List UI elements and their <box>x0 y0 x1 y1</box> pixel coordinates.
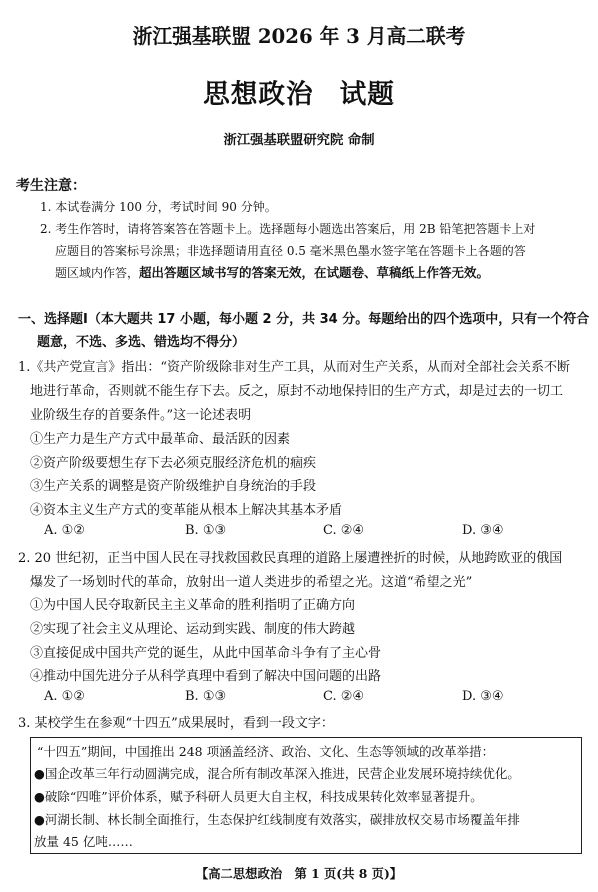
q1-option-2: ②资产阶级要想生存下去必须克服经济危机的痼疾 <box>30 456 317 471</box>
page-footer: 【高二思想政治 第 1 页(共 8 页)】 <box>195 866 403 881</box>
section-1-header-line-1: 一、选择题Ⅰ（本大题共 17 小题，每小题 2 分，共 34 分。每题给出的四个选项中，只有一个符合 <box>18 312 590 327</box>
q2-choice-a: A. ①② <box>44 689 85 704</box>
notice-item-2-line-2: 应题目的答案标号涂黑；非选择题请用直径 0.5 毫米黑色墨水签字笔在答题卡上各题的答 <box>55 244 526 258</box>
exam-title: 浙江强基联盟 2026 年 3 月高二联考 <box>132 24 466 48</box>
q3-box-line-2: ●国企改革三年行动圆满完成，混合所有制改革深入推进，民营企业发展环境持续优化。 <box>34 766 520 781</box>
q2-stem-line-1: 2. 20 世纪初，正当中国人民在寻找救国救民真理的道路上屡遭挫折的时候，从地跨欧亚的俄国 <box>18 551 563 566</box>
q1-option-3: ③生产关系的调整是资产阶级维护自身统治的手段 <box>30 479 317 494</box>
q2-choice-d: D. ③④ <box>462 689 504 704</box>
q1-stem-line-3: 业阶级生存的首要条件。”这一论述表明 <box>30 408 252 423</box>
q3-material-box <box>30 737 582 854</box>
q3-box-line-3: ●破除“四唯”评价体系，赋予科研人员更大自主权，科技成果转化效率显著提升。 <box>34 789 483 804</box>
q2-option-2: ②实现了社会主义从理论、运动到实践、制度的伟大跨越 <box>30 622 356 637</box>
section-1-header-line-2: 题意，不选、多选、错选均不得分） <box>37 335 246 350</box>
q2-option-4: ④推动中国先进分子从科学真理中看到了解决中国问题的出路 <box>30 669 382 684</box>
q1-choice-c: C. ②④ <box>323 523 365 538</box>
notice-item-1: 1. 本试卷满分 100 分，考试时间 90 分钟。 <box>40 200 277 214</box>
q1-choice-a: A. ①② <box>44 523 85 538</box>
q3-stem-line-1: 3. 某校学生在参观“十四五”成果展时，看到一段文字： <box>18 716 334 731</box>
notice-emphasis: 超出答题区域书写的答案无效，在试题卷、草稿纸上作答无效。 <box>139 265 490 280</box>
q2-option-3: ③直接促成中国共产党的诞生，从此中国革命斗争有了主心骨 <box>30 646 382 661</box>
q1-stem-line-1: 1.《共产党宣言》指出：“资产阶级除非对生产工具，从而对生产关系，从而对全部社会关系不断 <box>18 360 571 375</box>
notice-item-2-line-1: 2. 考生作答时，请将答案答在答题卡上。选择题每小题选出答案后，用 2B 铅笔把答题卡上对 <box>40 222 536 236</box>
q3-box-line-5: 放量 45 亿吨…… <box>34 834 133 849</box>
q1-choice-b: B. ①③ <box>185 523 227 538</box>
notice-item-2-line-3 <box>55 263 489 281</box>
q2-option-1: ①为中国人民夺取新民主主义革命的胜利指明了正确方向 <box>30 598 356 613</box>
q2-choice-b: B. ①③ <box>185 689 227 704</box>
q3-box-line-1: “十四五”期间，中国推出 248 项涵盖经济、政治、文化、生态等领域的改革举措： <box>37 744 495 759</box>
subject-name: 思想政治 <box>203 79 314 110</box>
author-line: 浙江强基联盟研究院 命制 <box>223 133 375 148</box>
subject-title <box>0 72 598 111</box>
q2-choice-c: C. ②④ <box>323 689 365 704</box>
q1-stem-line-2: 地进行革命，否则就不能生存下去。反之，原封不动地保持旧的生产方式，却是过去的一切工 <box>30 384 564 399</box>
q1-option-1: ①生产力是生产方式中最革命、最活跃的因素 <box>30 432 291 447</box>
subject-suffix: 试题 <box>339 79 395 110</box>
q2-stem-line-2: 爆发了一场划时代的革命，放射出一道人类进步的希望之光。这道“希望之光” <box>30 575 473 590</box>
notice-heading: 考生注意： <box>16 178 86 194</box>
q3-box-line-4: ●河湖长制、林长制全面推行，生态保护红线制度有效落实，碳排放权交易市场覆盖年排 <box>34 812 520 827</box>
q1-choice-d: D. ③④ <box>462 523 504 538</box>
notice-item-2-line-3-a: 题区域内作答， <box>55 266 140 280</box>
q1-option-4: ④资本主义生产方式的变革能从根本上解决其基本矛盾 <box>30 503 343 518</box>
